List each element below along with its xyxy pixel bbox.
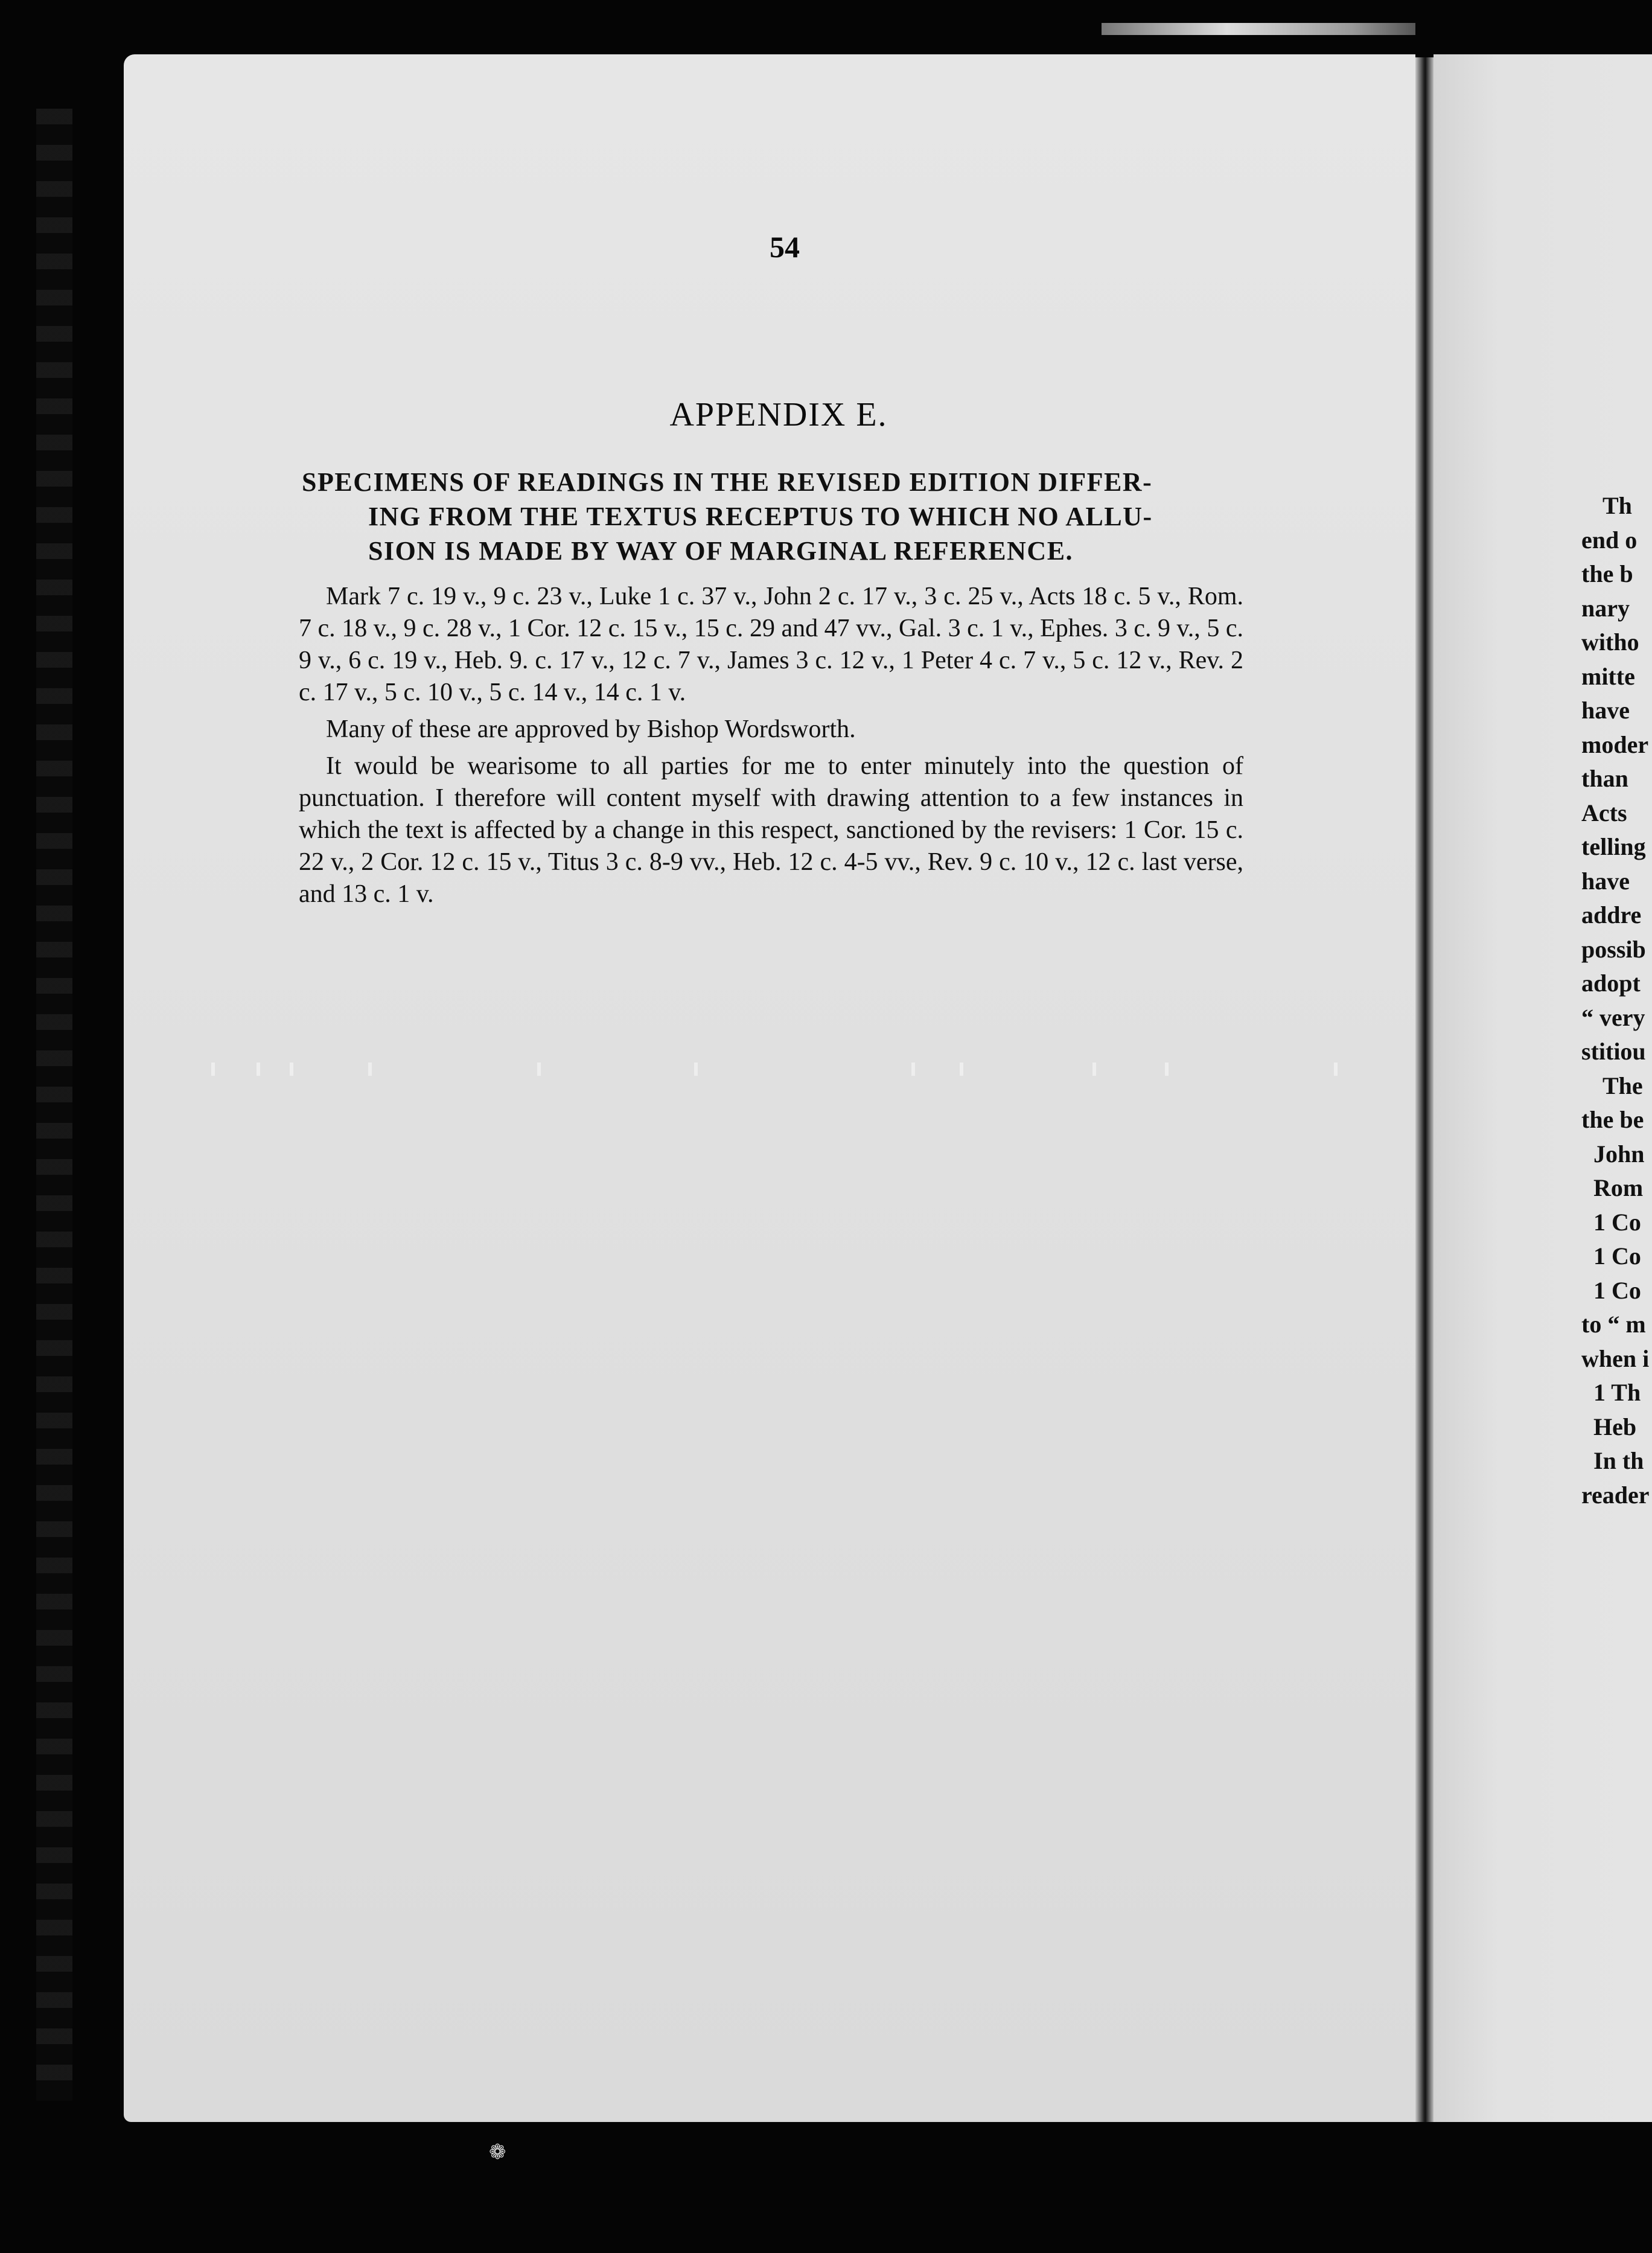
facing-page-line: mitte <box>1581 662 1635 690</box>
facing-page-line: have <box>1581 697 1630 724</box>
facing-page-line: stitiou <box>1581 1038 1646 1065</box>
scan-blot: ❁ <box>489 2141 506 2164</box>
paragraph-references: Mark 7 c. 19 v., 9 c. 23 v., Luke 1 c. 37 v., John 2 c. 17 v., 3 c. 25 v., Acts 18 c. 5 v., Rom. 7 c. 18 v., 9 c. 28 v., 1 Cor. 12 c. 15 v., 15 c. 29 and 47 vv., Gal. 3 c. 1 v., Ephes. 3 c. 9 v., 5 c. 9 v., 6 c. 19 v., Heb. 9. c. 17 v., 12 c. 7 v., James 3 c. 12 v., 1 Peter 4 c. 7 v., 5 c. 12 v., Rev. 2 c. 17 v., 5 c. 10 v., 5 c. 14 v., 14 c. 1 v. <box>299 583 1243 706</box>
facing-page-line: 1 Co <box>1593 1208 1641 1236</box>
facing-page-line: when i <box>1581 1344 1650 1372</box>
body-text <box>299 581 1243 910</box>
page-gutter <box>1415 57 1434 2122</box>
facing-page-line: the b <box>1581 560 1633 587</box>
facing-page-line: Heb <box>1593 1413 1637 1440</box>
facing-page-line: witho <box>1581 628 1639 656</box>
heading-line: SION IS MADE BY WAY OF MARGINAL REFERENCE. <box>368 536 1074 566</box>
facing-page-line: Acts <box>1581 799 1627 826</box>
facing-page-line: reader <box>1581 1481 1650 1509</box>
heading-line: ING FROM THE TEXTUS RECEPTUS TO WHICH NO ALLU- <box>368 502 1153 531</box>
facing-page-line: moder <box>1581 730 1649 758</box>
facing-page-line: “ very <box>1581 1003 1645 1031</box>
facing-page-line: 1 Co <box>1593 1242 1641 1270</box>
facing-page-line: have <box>1581 867 1630 895</box>
facing-page-line: Th <box>1603 492 1632 519</box>
facing-page-line: end o <box>1581 526 1638 554</box>
paragraph-approval: Many of these are approved by Bishop Wordsworth. <box>326 715 856 743</box>
facing-page-line: adopt <box>1581 970 1641 997</box>
facing-page-line: In th <box>1593 1447 1644 1474</box>
facing-page-line: than <box>1581 765 1628 792</box>
facing-page-line: John <box>1593 1140 1645 1168</box>
paragraph-punctuation: It would be wearisome to all parties for me to enter minutely into the question of punctuation. I therefore will content myself with drawing attention to a few instances in which the text is affected by a change in this respect, sanctioned by the revisers: 1 Cor. 15 c. 22 v., 2 Cor. 12 c. 15 v., Titus 3 c. 8-9 vv., Heb. 12 c. 4-5 vv., Rev. 9 c. 10 v., 12 c. last verse, and 13 c. 1 v. <box>299 752 1243 908</box>
facing-page-line: the be <box>1581 1106 1644 1133</box>
facing-page-line: to “ m <box>1581 1311 1646 1338</box>
facing-page-line: Rom <box>1593 1174 1644 1201</box>
heading-line: SPECIMENS OF READINGS IN THE REVISED EDITION DIFFER- <box>302 467 1153 497</box>
facing-page-line: telling <box>1581 833 1646 860</box>
appendix-title: APPENDIX E. <box>669 396 888 433</box>
left-page <box>124 54 1415 2122</box>
scan-dust <box>199 1063 1382 1081</box>
facing-page-line: The <box>1603 1072 1643 1099</box>
facing-page-line: addre <box>1581 901 1642 928</box>
book-edge <box>36 109 72 2101</box>
facing-page-line: possib <box>1581 935 1646 963</box>
top-tab-strip <box>1102 23 1415 35</box>
facing-page-line: nary <box>1581 594 1630 622</box>
page-number: 54 <box>770 230 800 264</box>
facing-page-line: 1 Co <box>1593 1276 1641 1304</box>
facing-page-text <box>1581 489 1652 1512</box>
section-heading <box>302 465 1280 568</box>
facing-page-line: 1 Th <box>1593 1379 1641 1406</box>
